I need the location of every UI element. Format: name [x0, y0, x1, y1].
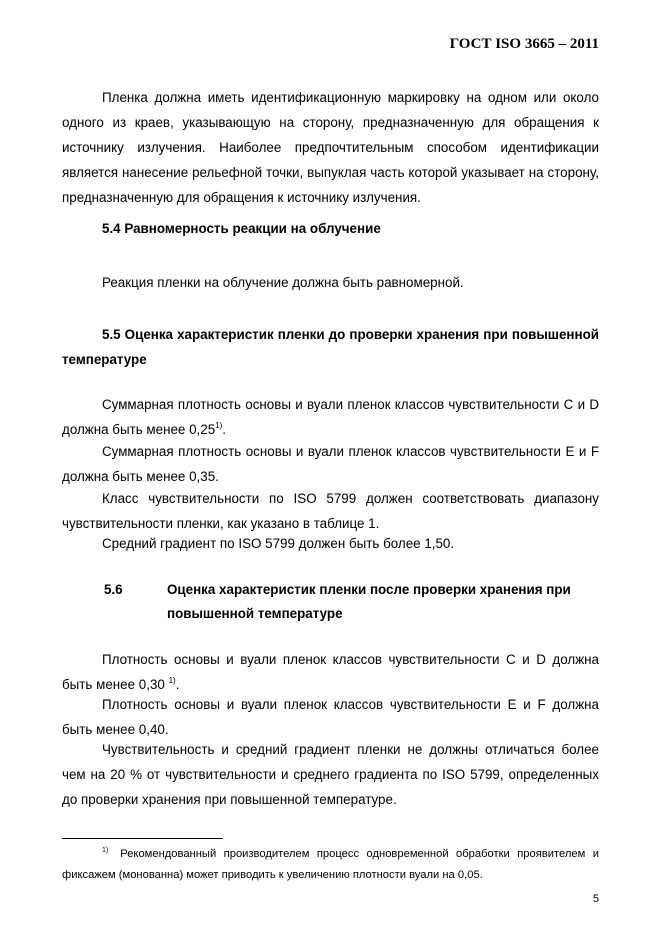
section-5-4-text: Реакция пленки на облучение должна быть равномерной. [102, 275, 464, 290]
section-5-6-p1-end: . [175, 677, 180, 692]
footnote-ref: 1) [215, 421, 223, 430]
section-5-5-p1-end: . [222, 422, 227, 437]
section-5-6-number: 5.6 [104, 582, 123, 597]
section-5-6-paragraph-2: Плотность основы и вуали пленок классов чувствительности E и F должна быть менее 0,40. [62, 697, 599, 737]
section-5-6-heading: Оценка характеристик пленки после проверки хранения при повышенной температуре [167, 582, 571, 621]
document-header: ГОСТ ISO 3665 – 2011 [449, 36, 599, 52]
footnote-text: Рекомендованный производителем процесс одновременной обработки проявителем и фиксажем (монованна) может приводить к увеличению плотности вуали на 0,05. [62, 848, 599, 881]
page-number: 5 [592, 893, 599, 905]
footnote-separator [62, 838, 223, 839]
section-5-5-heading: 5.5 Оценка характеристик пленки до проверки хранения при повышенной температуре [62, 327, 599, 367]
footnote-marker: 1) [102, 847, 109, 854]
section-5-6-paragraph-1 [62, 647, 599, 697]
footnote-ref: 1) [168, 676, 176, 685]
footnote [62, 844, 599, 886]
section-5-5-p1-text: Суммарная плотность основы и вуали пленок классов чувствительности C и D должна быть менее 0,25 [62, 397, 599, 437]
paragraph-marking: Пленка должна иметь идентификационную маркировку на одном или около одного из краев, указывающую на сторону, предназначенную для обращения к источнику излучения. Наиболее предпочтительным способом идентификации является нанесение рельефной точки, выпуклая часть которой указывает на сторону, предназначенную для обращения к источнику излучения. [62, 90, 599, 205]
section-5-6-paragraph-3: Чувствительность и средний градиент пленки не должны отличаться более чем на 20 % от чувствительности и среднего градиента по ISO 5799, определенных до проверки хранения при повышенной температуре. [62, 742, 599, 807]
section-5-6-p1-text: Плотность основы и вуали пленок классов чувствительности C и D должна быть менее 0,30 [62, 652, 599, 692]
section-5-4-heading: 5.4 Равномерность реакции на облучение [102, 221, 381, 236]
section-5-5-paragraph-3: Класс чувствительности по ISO 5799 должен соответствовать диапазону чувствительности пленки, как указано в таблице 1. [62, 491, 599, 531]
section-5-5-paragraph-1 [62, 392, 599, 442]
section-5-5-paragraph-2: Суммарная плотность основы и вуали пленок классов чувствительности E и F должна быть менее 0,35. [62, 444, 599, 484]
section-5-5-paragraph-4: Средний градиент по ISO 5799 должен быть более 1,50. [102, 536, 455, 551]
